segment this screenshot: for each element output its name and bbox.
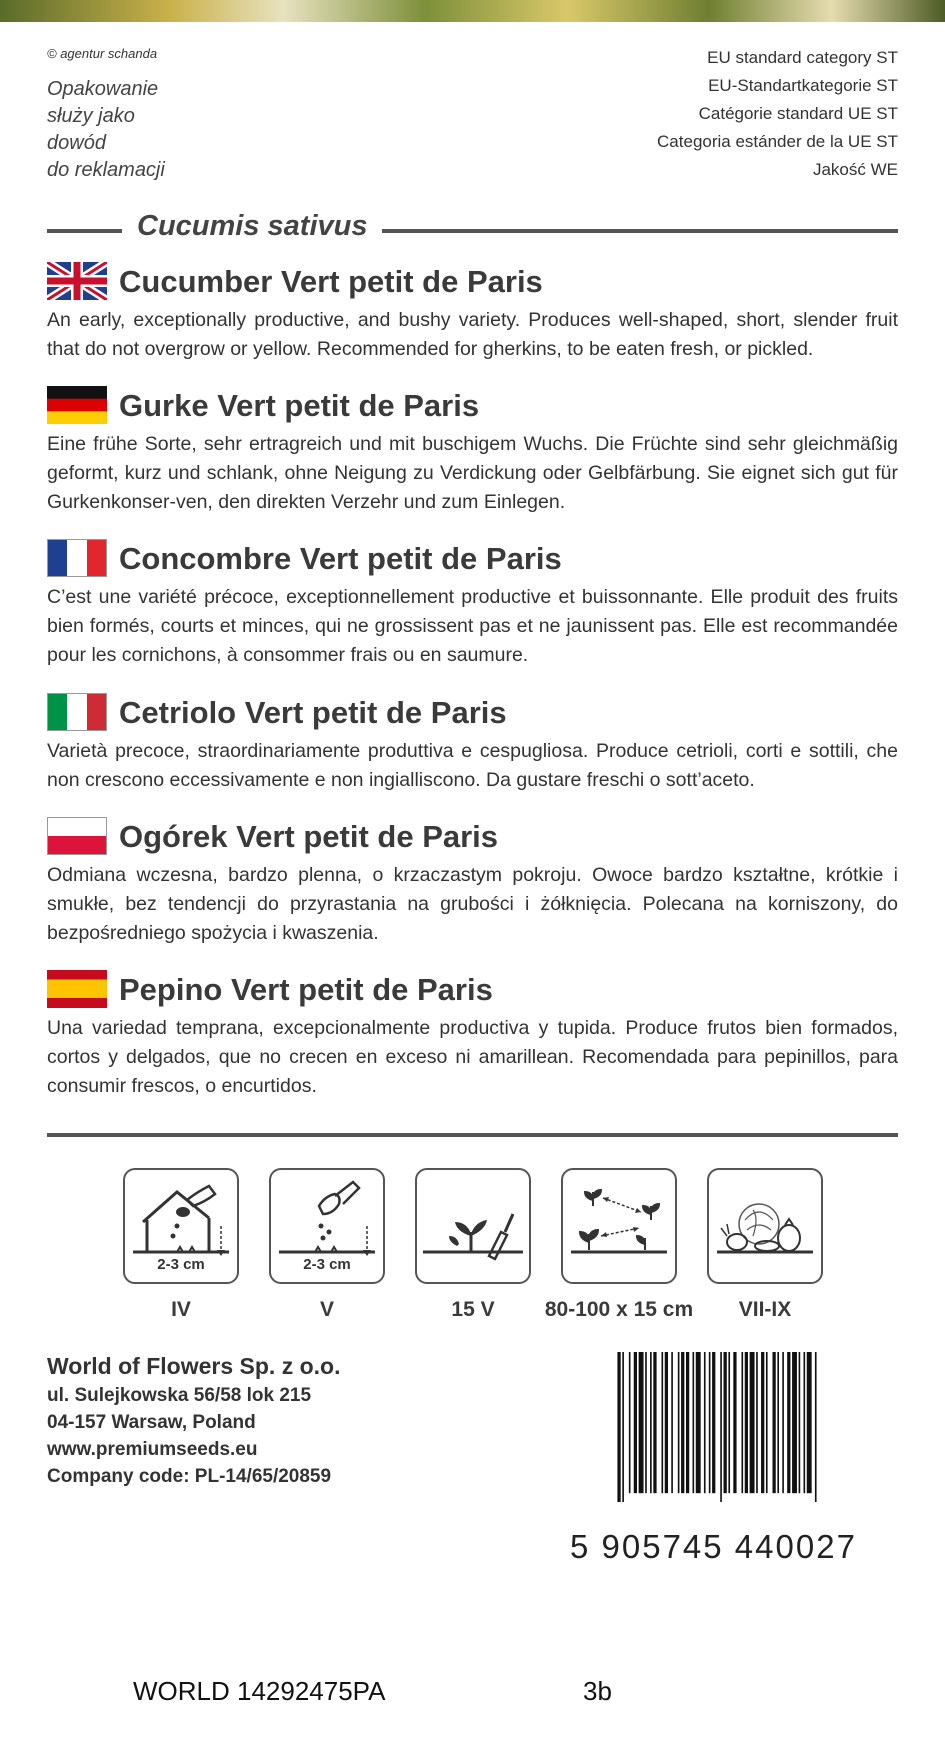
- barcode-bar: [799, 1352, 801, 1493]
- barcode-bar: [750, 1352, 755, 1493]
- icon-label: 15 V: [451, 1298, 495, 1321]
- species-heading: [47, 210, 898, 250]
- barcode-bar: [686, 1352, 689, 1493]
- section-divider: [47, 1133, 898, 1137]
- sowing-depth: 2-3 cm: [157, 1256, 205, 1273]
- barcode-bar: [761, 1352, 764, 1493]
- section-text: Una variedad temprana, excepcionalmente productiva y tupida. Produce frutos bien formados, cortos y delgados, que no crecen en exceso ni amarillean. Recomendada para pepinillos, para consumir frescos, o encurtidos.: [47, 1017, 898, 1097]
- top-photo-strip: [0, 0, 945, 22]
- poland-flag-icon: [47, 817, 107, 855]
- barcode-bar: [634, 1352, 637, 1493]
- plant-spacing-icon: [561, 1168, 677, 1284]
- barcode-bar: [693, 1352, 695, 1493]
- barcode-bar: [720, 1352, 722, 1502]
- section-title: Cucumber Vert petit de Paris: [119, 264, 543, 299]
- category-line: EU-Standartkategorie ST: [708, 76, 898, 95]
- species-name: Cucumis sativus: [137, 210, 368, 242]
- category-line: Jakość WE: [812, 160, 898, 179]
- sowing-depth: 2-3 cm: [303, 1256, 351, 1273]
- barcode-bar: [650, 1352, 652, 1493]
- barcode-bar: [661, 1352, 663, 1493]
- barcode-bar: [804, 1352, 806, 1493]
- company-website: www.premiumseeds.eu: [47, 1439, 258, 1460]
- icon-label: VII-IX: [738, 1298, 792, 1321]
- complaint-note: [47, 76, 165, 184]
- uk-flag-icon: [47, 262, 107, 300]
- note-line: służy jako: [47, 105, 135, 127]
- barcode-bar: [678, 1352, 680, 1493]
- barcode-bar: [772, 1352, 775, 1493]
- barcode-bar: [622, 1352, 624, 1502]
- transplanting-icon: [415, 1168, 531, 1284]
- barcode-digits: 5 905745 440027: [570, 1528, 857, 1565]
- footer-code: WORLD 14292475PA: [133, 1676, 386, 1706]
- barcode-bar: [782, 1352, 784, 1493]
- barcode-bar: [665, 1352, 668, 1493]
- category-line: EU standard category ST: [707, 48, 898, 67]
- barcode-bar: [724, 1352, 727, 1493]
- note-line: dowód: [47, 132, 106, 154]
- barcode-bar: [709, 1352, 711, 1493]
- section-text: Eine frühe Sorte, sehr ertragreich und mit buschigem Wuchs. Die Früchte sind sehr gleichmäßig geformt, kurz und schlank, ohne Neigung zu Verdickung oder Gelbfärbung. Sie eignet sich gut für Gurkenkonser-ven, den direkten Verzehr und zum Einlegen.: [47, 433, 898, 513]
- category-line: Categoria estánder de la UE ST: [657, 132, 898, 151]
- divider-left: [47, 229, 122, 233]
- note-line: do reklamacji: [47, 159, 165, 181]
- barcode-bar: [787, 1352, 790, 1493]
- outdoor-sowing-icon: [269, 1168, 385, 1284]
- section-title: Gurke Vert petit de Paris: [119, 388, 480, 423]
- barcode-bar: [777, 1352, 779, 1493]
- barcode-bar: [704, 1352, 706, 1493]
- company-info: [47, 1350, 340, 1490]
- barcode-bar: [671, 1352, 673, 1493]
- greenhouse-sowing-icon: [123, 1168, 239, 1284]
- divider-right: [382, 229, 898, 233]
- barcode-bar: [792, 1352, 797, 1493]
- barcode-bar: [681, 1352, 684, 1493]
- footer-page: 3b: [583, 1676, 612, 1706]
- note-line: Opakowanie: [47, 78, 159, 100]
- company-address: ul. Sulejkowska 56/58 lok 215: [47, 1385, 312, 1406]
- icon-label: 80-100 x 15 cm: [544, 1298, 694, 1321]
- company-code: Company code: PL-14/65/20859: [47, 1466, 332, 1487]
- barcode-bar: [756, 1352, 758, 1493]
- barcode-bar: [815, 1352, 817, 1502]
- eu-categories: [657, 44, 898, 184]
- italy-flag-icon: [47, 693, 107, 731]
- section-text: C’est une variété précoce, exceptionnellement productive et buissonnante. Elle produit des fruits bien formés, courts et minces, qui ne grossissent pas et ne jaunissent pas. Elle est recommandée pour les cornichons, à consommer frais ou en saumure.: [47, 586, 898, 666]
- barcode-bar: [696, 1352, 701, 1493]
- germany-flag-icon: [47, 386, 107, 424]
- barcode: [598, 1352, 898, 1502]
- barcode-bar: [766, 1352, 768, 1493]
- barcode-bar: [617, 1352, 620, 1502]
- barcode-bar: [745, 1352, 748, 1493]
- section-text: An early, exceptionally productive, and bushy variety. Produces well-shaped, short, slender fruit that do not overgrow or yellow. Recommended for gherkins, to be eaten fresh, or pickled.: [47, 309, 898, 360]
- barcode-bar: [639, 1352, 644, 1493]
- section-title: Concombre Vert petit de Paris: [119, 541, 562, 576]
- harvest-icon: [707, 1168, 823, 1284]
- company-name: World of Flowers Sp. z o.o.: [47, 1353, 341, 1379]
- photo-credit: © agentur schanda: [47, 46, 158, 61]
- category-line: Catégorie standard UE ST: [698, 104, 898, 123]
- barcode-bar: [712, 1352, 715, 1493]
- section-title: Cetriolo Vert petit de Paris: [119, 695, 507, 730]
- france-flag-icon: [47, 539, 107, 577]
- icon-label: V: [319, 1298, 334, 1321]
- company-city: 04-157 Warsaw, Poland: [47, 1412, 256, 1433]
- barcode-bar: [728, 1352, 730, 1493]
- section-text: Odmiana wczesna, bardzo plenna, o krzaczastym pokroju. Owoce bardzo kształtne, krótkie i smukłe, bez tendencji do przyrastania na grubości i żółknięcia. Polecana na korniszony, do bezpośredniego spożycia i kwaszenia.: [47, 864, 898, 944]
- section-title: Ogórek Vert petit de Paris: [119, 819, 499, 854]
- barcode-bar: [629, 1352, 631, 1493]
- barcode-bar: [807, 1352, 812, 1493]
- barcode-bar: [741, 1352, 743, 1493]
- section-text: Varietà precoce, straordinariamente produttiva e cespugliosa. Produce cetrioli, corti e sottili, che non crescono eccessivamente e non ingialliscono. Da gustare freschi o sott’aceto.: [47, 740, 898, 791]
- spain-flag-icon: [47, 970, 107, 1008]
- barcode-bar: [653, 1352, 656, 1493]
- icon-label: IV: [171, 1298, 191, 1321]
- barcode-bar: [645, 1352, 647, 1493]
- barcode-bar: [733, 1352, 736, 1493]
- section-title: Pepino Vert petit de Paris: [119, 972, 493, 1007]
